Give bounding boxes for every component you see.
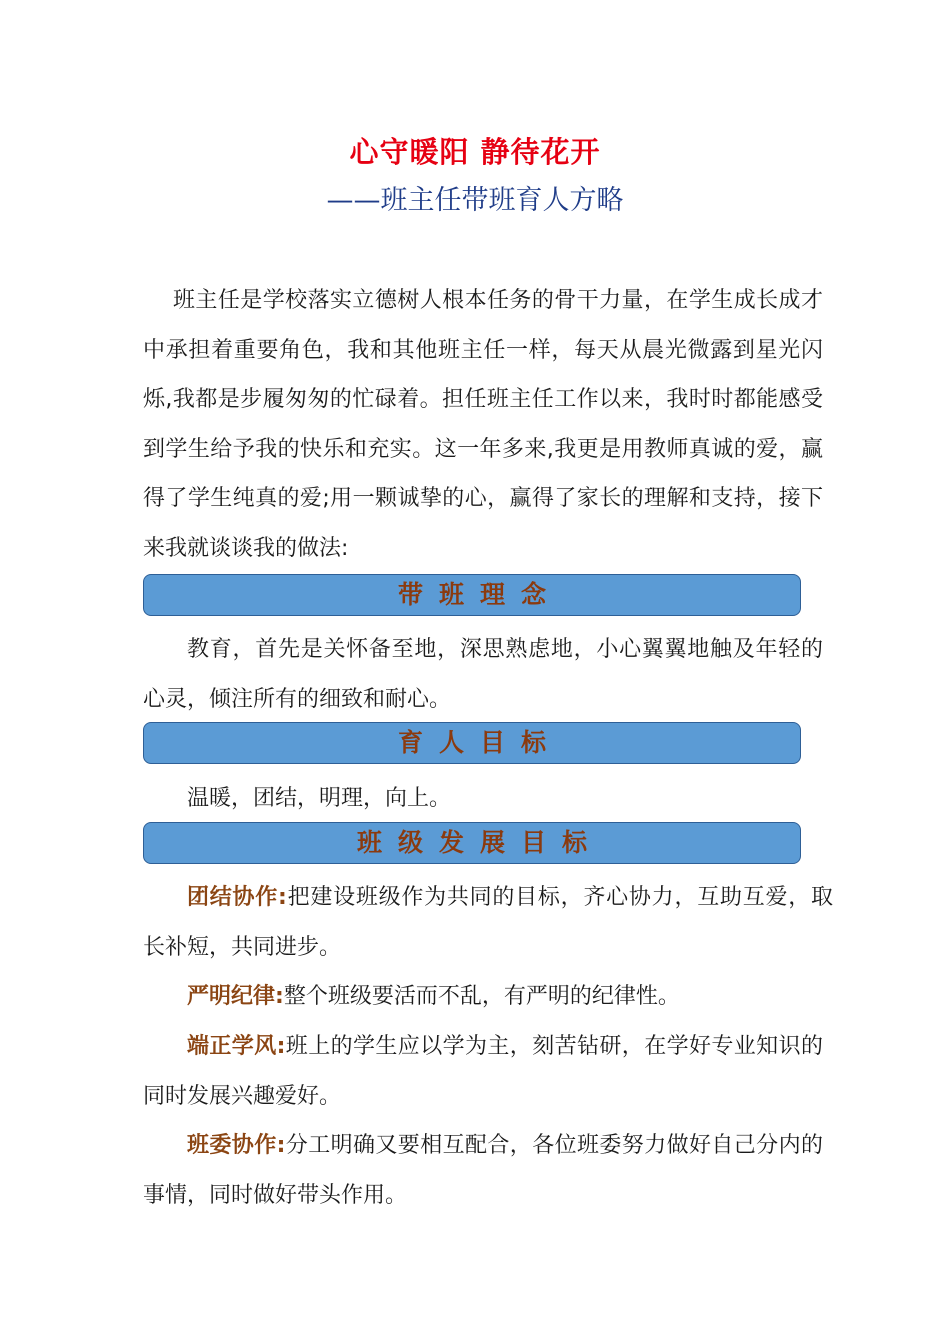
item-term: 班委协作:	[187, 1133, 286, 1158]
section-heading-development: 班级发展目标	[143, 822, 801, 864]
item-term: 端正学风:	[187, 1034, 286, 1059]
section-body-philosophy: 教育，首先是关怀备至地，深思熟虑地，小心翼翼地触及年轻的心灵，倾注所有的细致和耐心。	[143, 637, 823, 712]
list-item	[143, 873, 833, 972]
section-body-goal: 温暖，团结，明理，向上。	[187, 786, 452, 811]
document-subtitle: ——班主任带班育人方略	[326, 185, 624, 216]
document-title: 心守暖阳 静待花开	[349, 135, 601, 169]
item-text: 整个班级要活而不乱，有严明的纪律性。	[283, 984, 680, 1009]
item-text: 把建设班级作为共同的目标，齐心协力，互助互爱，取长补短，共同进步。	[143, 885, 833, 960]
item-term: 团结协作:	[187, 885, 287, 910]
list-item	[143, 1022, 823, 1121]
list-item	[143, 1121, 823, 1220]
section-heading-philosophy: 带班理念	[143, 574, 801, 616]
section-heading-goal: 育人目标	[143, 722, 801, 764]
list-item	[143, 972, 823, 1022]
item-text: 分工明确又要相互配合，各位班委努力做好自己分内的事情，同时做好带头作用。	[143, 1133, 823, 1208]
item-text: 班上的学生应以学为主，刻苦钻研，在学好专业知识的同时发展兴趣爱好。	[143, 1034, 823, 1109]
item-term: 严明纪律:	[187, 984, 284, 1009]
intro-paragraph: 班主任是学校落实立德树人根本任务的骨干力量，在学生成长成才中承担着重要角色，我和其他班主任一样，每天从晨光微露到星光闪烁,我都是步履匆匆的忙碌着。担任班主任工作以来，我时时都能感受到学生给予我的快乐和充实。这一年多来,我更是用教师真诚的爱，赢得了学生纯真的爱;用一颗诚挚的心，赢得了家长的理解和支持，接下来我就谈谈我的做法:	[143, 288, 823, 561]
